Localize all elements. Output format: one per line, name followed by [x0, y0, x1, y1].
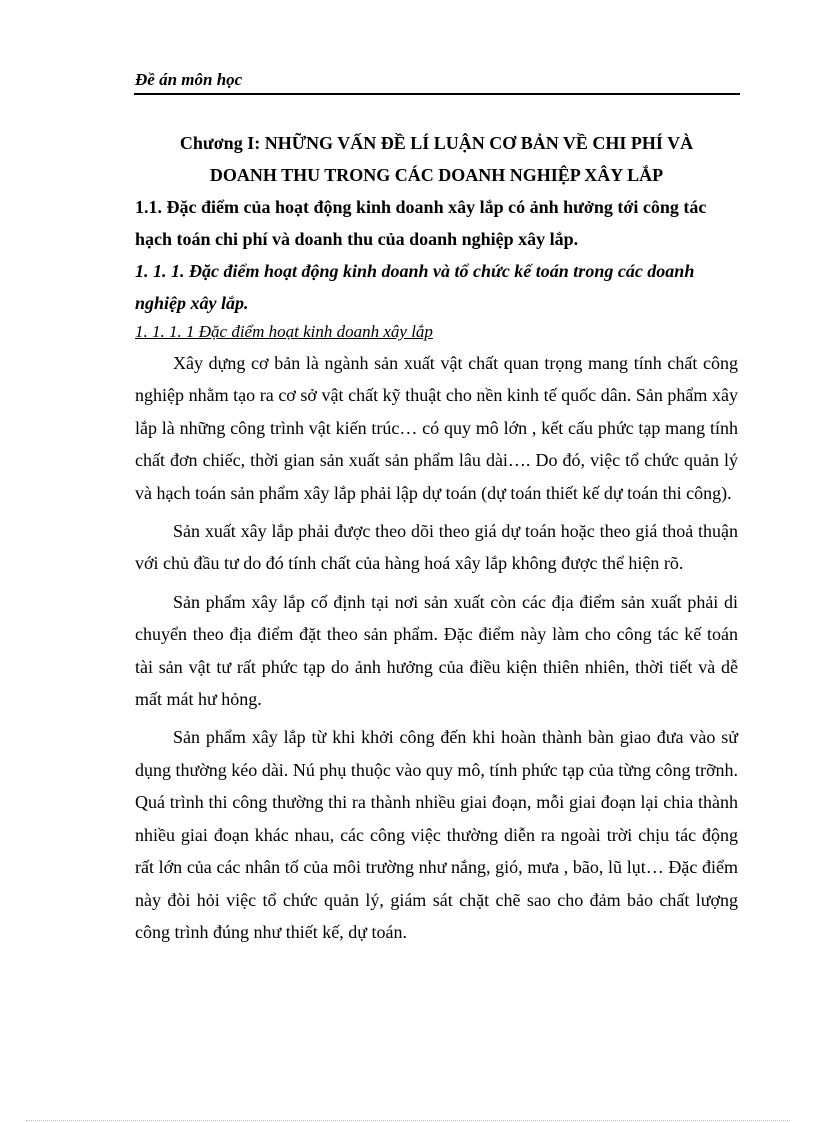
body-paragraph: Sản phẩm xây lắp cố định tại nơi sản xuất còn các địa điểm sản xuất phải di chuyển theo địa điểm đặt theo sản phẩm. Đặc điểm này làm cho công tác kế toán tài sản vật tư rất phức tạp do ảnh hưởng của điều kiện thiên nhiên, thời tiết và dễ mất mát hư hỏng. — [135, 591, 738, 710]
section-heading-1-1-1: 1. 1. 1. Đặc điểm hoạt động kinh doanh và tổ chức kế toán trong các doanh nghiệp xây lắp. — [135, 261, 695, 313]
section-heading-1-1-1-1: 1. 1. 1. 1 Đặc điểm hoạt kinh doanh xây lắp — [135, 322, 433, 341]
document-body — [135, 127, 738, 948]
body-paragraph: Xây dựng cơ bản là ngành sản xuất vật chất quan trọng mang tính chất công nghiệp nhằm tạo ra cơ sở vật chất kỹ thuật cho nền kinh tế quốc dân. Sản phẩm xây lắp là những công trình vật kiến trúc… có quy mô lớn , kết cấu phức tạp mang tính chất đơn chiếc, thời gian sản xuất sản phẩm lâu dài…. Do đó, việc tổ chức quản lý và hạch toán sản phẩm xây lắp phải lập dự toán (dự toán thiết kế dự toán thi công). — [135, 353, 738, 503]
body-paragraph: Sản phẩm xây lắp từ khi khởi công đến khi hoàn thành bàn giao đưa vào sử dụng thường kéo dài. Nú phụ thuộc vào quy mô, tính phức tạp của từng công trỡnh. Quá trình thi công thường thi ra thành nhiều giai đoạn, mỗi giai đoạn lại chia thành nhiều giai đoạn khác nhau, các công việc thường diễn ra ngoài trời chịu tác động rất lớn của các nhân tố của môi trường như nắng, gió, mưa , bão, lũ lụt… Đặc điểm này đòi hỏi việc tổ chức quản lý, giám sát chặt chẽ sao cho đảm bảo chất lượng công trình đúng như thiết kế, dự toán. — [135, 727, 738, 942]
section-heading-1-1: 1.1. Đặc điểm của hoạt động kinh doanh xây lắp có ảnh hưởng tới công tác hạch toán chi phí và doanh thu của doanh nghiệp xây lắp. — [135, 197, 707, 249]
header-title: Đề án môn học — [135, 70, 243, 89]
chapter-title-line-1: Chương I: NHỮNG VẤN ĐỀ LÍ LUẬN CƠ BẢN VỀ CHI PHÍ VÀ — [179, 133, 694, 153]
header-divider — [134, 93, 740, 95]
body-paragraph: Sản xuất xây lắp phải được theo dõi theo giá dự toán hoặc theo giá thoả thuận với chủ đầu tư do đó tính chất của hàng hoá xây lắp không được thể hiện rõ. — [135, 521, 738, 574]
page-bottom-border — [26, 1120, 790, 1121]
chapter-title-line-2: DOANH THU TRONG CÁC DOANH NGHIỆP XÂY LẮP — [209, 165, 664, 185]
